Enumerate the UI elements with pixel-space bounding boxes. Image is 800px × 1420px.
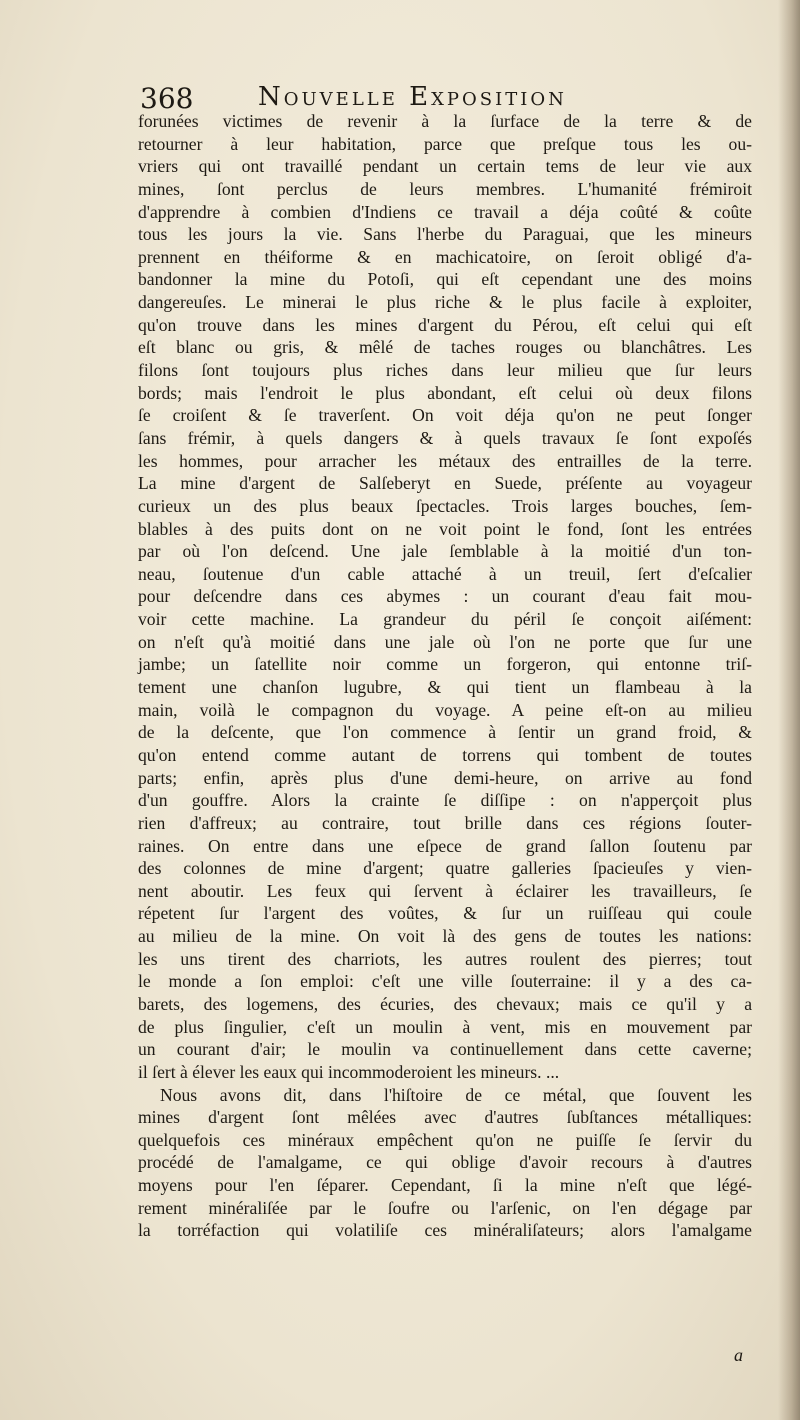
text-line: d'apprendre à combien d'Indiens ce travail a déja coûté & coûte [138,201,752,222]
running-title: Nouvelle Exposition [258,82,567,112]
text-line: jambe; un ſatellite noir comme un forgeron, qui entonne triſ- [138,654,752,675]
text-line: dangereuſes. Le minerai le plus riche & le plus facile à exploiter, [138,292,752,313]
text-line: qu'on trouve dans les mines d'argent du Pérou, eſt celui qui eſt [138,314,752,335]
text-line: main, voilà le compagnon du voyage. A peine eſt-on au milieu [138,699,752,720]
text-line: ſe croiſent & ſe traverſent. On voit déja qu'on ne peut ſonger [138,405,752,426]
text-line: au milieu de la mine. On voit là des gens de toutes les nations: [138,926,752,947]
text-line: barets, des logemens, des écuries, des chevaux; mais ce qu'il y a [138,993,752,1014]
text-line: des colonnes de mine d'argent; quatre galleries ſpacieuſes y vien- [138,858,752,879]
text-line: blables à des puits dont on ne voit point le fond, ſont les entrées [138,518,752,539]
text-line: neau, ſoutenue d'un cable attaché à un treuil, ſert d'eſcalier [138,563,752,584]
text-line: les hommes, pour arracher les métaux des entrailles de la terre. [138,450,752,471]
text-line: rement minéraliſée par le ſoufre ou l'arſenic, on l'en dégage par [138,1197,752,1218]
page-spine-shadow [778,0,800,1420]
text-line: un courant d'air; le moulin va continuellement dans cette caverne; [138,1039,752,1060]
text-line: les uns tirent des charriots, les autres roulent des pierres; tout [138,948,752,969]
text-line: moyens pour l'en ſéparer. Cependant, ſi la mine n'eſt que légé- [138,1175,752,1196]
text-line: quelquefois ces minéraux empêchent qu'on ne puiſſe ſe ſervir du [138,1129,752,1150]
text-line: de plus ſingulier, c'eſt un moulin à vent, mis en mouvement par [138,1016,752,1037]
text-line: qu'on entend comme autant de torrens qui tombent de toutes [138,744,752,765]
text-line: parts; enfin, après plus d'une demi-heure, on arrive au fond [138,767,752,788]
text-line: tement une chanſon lugubre, & qui tient un flambeau à la [138,677,752,698]
body-text [138,110,752,1242]
text-line: La mine d'argent de Salſeberyt en Suede, préſente au voyageur [138,473,752,494]
page-number: 368 [140,82,194,115]
text-line: vriers qui ont travaillé pendant un certain tems de leur vie aux [138,156,752,177]
text-line: bords; mais l'endroit le plus abondant, eſt celui où deux filons [138,382,752,403]
text-line: rien d'affreux; au contraire, tout brille dans ces régions ſouter- [138,812,752,833]
text-line: tous les jours la vie. Sans l'herbe du Paraguai, que les mineurs [138,224,752,245]
catchword: a [734,1345,743,1365]
text-line: Nous avons dit, dans l'hiſtoire de ce métal, que ſouvent les [160,1084,752,1105]
text-line: la torréfaction qui volatiliſe ces minéraliſateurs; alors l'amalgame [138,1220,752,1241]
text-line: par où l'on deſcend. Une jale ſemblable à la moitié d'un ton- [138,541,752,562]
text-line: ſans frémir, à quels dangers & à quels travaux ſe ſont expoſés [138,427,752,448]
text-line: d'un gouffre. Alors la crainte ſe diſſipe : on n'apperçoit plus [138,790,752,811]
text-line: répetent ſur l'argent des voûtes, & ſur un ruiſſeau qui coule [138,903,752,924]
text-line: eſt blanc ou gris, & mêlé de taches rouges ou blanchâtres. Les [138,337,752,358]
text-line: bandonner la mine du Potoſi, qui eſt cependant une des moins [138,269,752,290]
text-line: voir cette machine. La grandeur du péril ſe conçoit aiſément: [138,609,752,630]
text-line: curieux un des plus beaux ſpectacles. Trois larges bouches, ſem- [138,495,752,516]
text-line: procédé de l'amalgame, ce qui oblige d'avoir recours à d'autres [138,1152,752,1173]
text-line: le monde a ſon emploi: c'eſt une ville ſouterraine: il y a des ca- [138,971,752,992]
text-line: on n'eſt qu'à moitié dans une jale où l'on ne porte que ſur une [138,631,752,652]
text-line: filons ſont toujours plus riches dans leur milieu que ſur leurs [138,360,752,381]
text-line: il ſert à élever les eaux qui incommoderoient les mineurs. ... [138,1061,560,1082]
text-line: forunées victimes de revenir à la ſurface de la terre & de [138,111,752,131]
text-line: mines d'argent ſont mêlées avec d'autres ſubſtances métalliques: [138,1107,752,1128]
text-line: de la deſcente, que l'on commence à ſentir un grand froid, & [138,722,752,743]
text-line: mines, ſont perclus de leurs membres. L'humanité frémiroit [138,178,752,199]
text-line: raines. On entre dans une eſpece de grand ſallon ſoutenu par [138,835,752,856]
text-line: nent aboutir. Les feux qui ſervent à éclairer les travailleurs, ſe [138,880,752,901]
text-line: prennent en théiforme & en machicatoire, on ſeroit obligé d'a- [138,246,752,267]
text-line: retourner à leur habitation, parce que preſque tous les ou- [138,133,752,154]
text-line: pour deſcendre dans ces abymes : un courant d'eau fait mou- [138,586,752,607]
